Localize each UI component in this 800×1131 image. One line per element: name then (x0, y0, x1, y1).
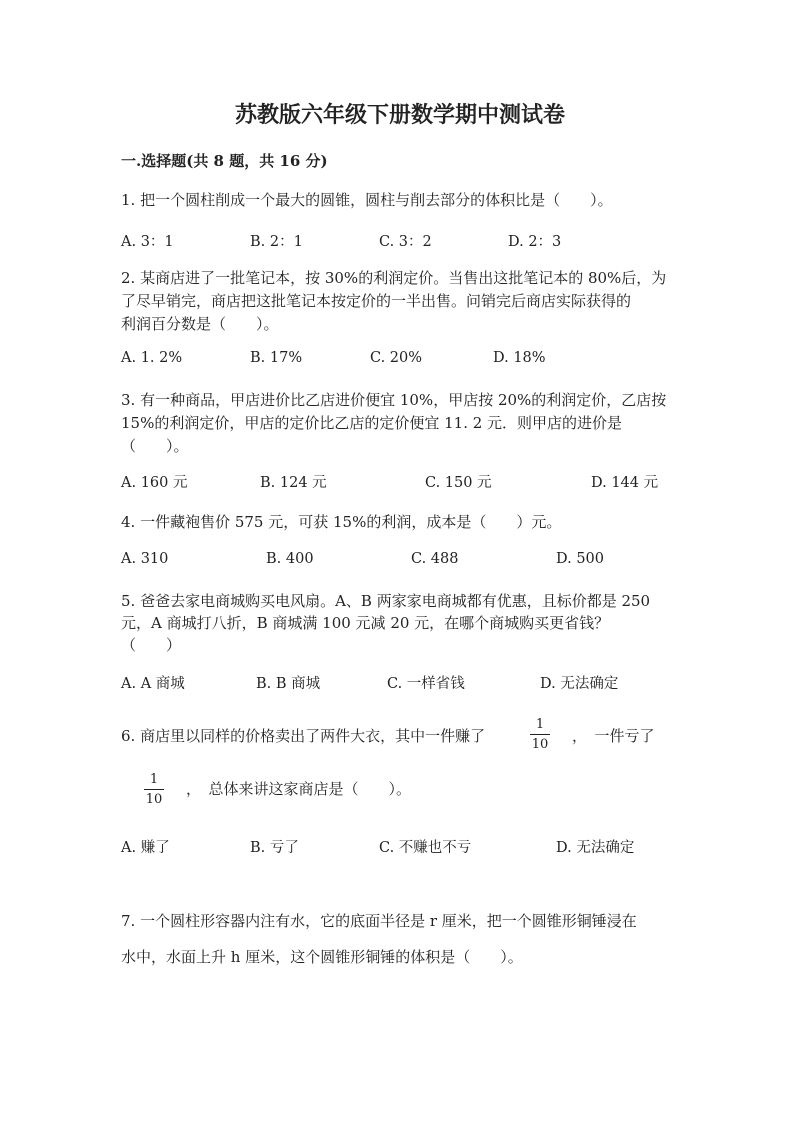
question-3-option-d: D. 144 元 (591, 475, 659, 491)
question-1-option-a: A. 3：1 (121, 234, 174, 250)
question-1-line-1: 1. 把一个圆柱削成一个最大的圆锥，圆柱与削去部分的体积比是（ ）。 (121, 191, 613, 209)
question-3-line-2: 15%的利润定价，甲店的定价比乙店的定价便宜 11. 2 元．则甲店的进价是 (121, 414, 623, 432)
question-5-line-2: 元，A 商城打八折，B 商城满 100 元减 20 元，在哪个商城购买更省钱？ (121, 614, 610, 632)
question-2-option-b: B. 17% (250, 350, 303, 366)
question-4-option-c: C. 488 (411, 551, 459, 567)
question-5-option-c: C. 一样省钱 (387, 676, 465, 692)
question-3-line-1: 3. 有一种商品，甲店进价比乙店进价便宜 10%，甲店按 20%的利润定价，乙店按 (121, 391, 667, 409)
question-3-option-a: A. 160 元 (121, 475, 188, 491)
question-5-option-b: B. B 商城 (256, 676, 321, 692)
question-5-option-d: D. 无法确定 (540, 676, 619, 692)
question-6-fraction-2 (144, 772, 164, 807)
fraction-denominator: 10 (145, 792, 163, 807)
question-2-option-c: C. 20% (370, 350, 423, 366)
question-4-option-b: B. 400 (266, 551, 314, 567)
question-6-line-1-tail: ， 一件亏了 (572, 727, 655, 745)
question-7-line-2: 水中，水面上升 h 厘米，这个圆锥形铜锤的体积是（ ）。 (121, 948, 523, 966)
question-5-option-a: A. A 商城 (121, 676, 185, 692)
fraction-bar (530, 734, 550, 735)
question-4-option-a: A. 310 (121, 551, 169, 567)
question-6-option-a: A. 赚了 (121, 840, 170, 856)
question-6-option-c: C. 不赚也不亏 (379, 840, 472, 856)
question-6-option-d: D. 无法确定 (556, 840, 635, 856)
question-2-line-3: 利润百分数是（ ）。 (121, 315, 279, 333)
question-4-option-d: D. 500 (556, 551, 605, 567)
section-heading: 一.选择题(共 8 题，共 16 分) (121, 152, 328, 170)
question-2-option-d: D. 18% (493, 350, 546, 366)
fraction-numerator: 1 (149, 772, 159, 787)
question-6-line-2: ， 总体来讲这家商店是（ ）。 (186, 780, 412, 798)
question-3-option-b: B. 124 元 (260, 475, 327, 491)
question-2-line-2: 了尽早销完，商店把这批笔记本按定价的一半出售。问销完后商店实际获得的 (121, 292, 632, 310)
question-3-option-c: C. 150 元 (425, 475, 492, 491)
question-1-option-b: B. 2：1 (250, 234, 303, 250)
question-2-option-a: A. 1. 2% (121, 350, 183, 366)
fraction-denominator: 10 (531, 737, 549, 752)
question-5-line-1: 5. 爸爸去家电商城购买电风扇。A、B 两家家电商城都有优惠，且标价都是 250 (121, 592, 651, 610)
question-6-fraction-1 (530, 717, 550, 752)
question-1-option-c: C. 3：2 (379, 234, 432, 250)
question-7-line-1: 7. 一个圆柱形容器内注有水，它的底面半径是 r 厘米，把一个圆锥形铜锤浸在 (121, 912, 637, 930)
question-3-line-3: （ ）。 (121, 437, 189, 455)
fraction-bar (144, 789, 164, 790)
question-5-line-3: （ ） (121, 636, 182, 654)
question-4-line-1: 4. 一件藏袍售价 575 元，可获 15%的利润，成本是（ ）元。 (121, 513, 562, 531)
question-6-option-b: B. 亏了 (250, 840, 299, 856)
page-title: 苏教版六年级下册数学期中测试卷 (234, 102, 565, 128)
question-6-line-1: 6. 商店里以同样的价格卖出了两件大衣，其中一件赚了 (121, 727, 486, 745)
question-2-line-1: 2. 某商店进了一批笔记本，按 30%的利润定价。当售出这批笔记本的 80%后，为 (121, 269, 667, 287)
fraction-numerator: 1 (535, 717, 545, 732)
question-1-option-d: D. 2：3 (508, 234, 562, 250)
